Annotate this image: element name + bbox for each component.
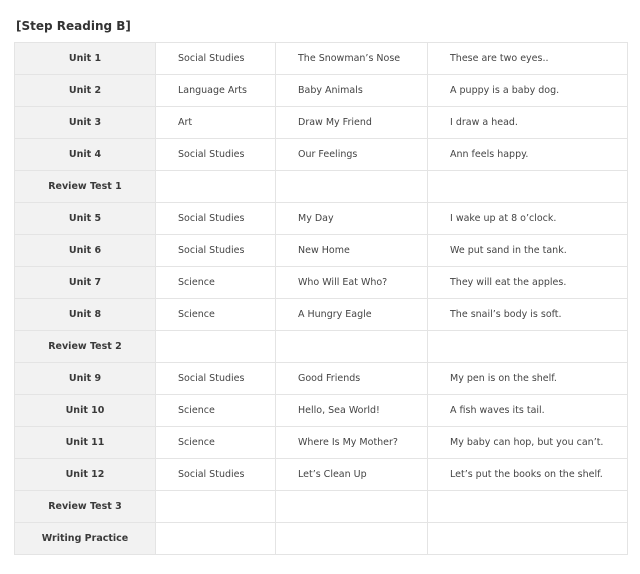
table-row <box>15 459 628 491</box>
table-row <box>15 75 628 107</box>
sentence-cell <box>428 523 628 555</box>
contents-table-body <box>15 43 628 555</box>
subject-cell: Art <box>156 107 276 139</box>
sentence-cell: A fish waves its tail. <box>428 395 628 427</box>
unit-cell: Review Test 2 <box>15 331 156 363</box>
table-row <box>15 203 628 235</box>
unit-cell: Unit 10 <box>15 395 156 427</box>
sentence-cell: My pen is on the shelf. <box>428 363 628 395</box>
page-heading: [Step Reading B] <box>16 19 131 33</box>
sentence-cell: We put sand in the tank. <box>428 235 628 267</box>
contents-table <box>14 42 628 555</box>
unit-cell: Review Test 1 <box>15 171 156 203</box>
unit-cell: Unit 5 <box>15 203 156 235</box>
table-row <box>15 523 628 555</box>
sentence-cell <box>428 331 628 363</box>
title-cell <box>276 331 428 363</box>
subject-cell: Science <box>156 267 276 299</box>
title-cell <box>276 491 428 523</box>
table-row <box>15 491 628 523</box>
title-cell <box>276 523 428 555</box>
title-cell: Let’s Clean Up <box>276 459 428 491</box>
table-row <box>15 139 628 171</box>
subject-cell: Social Studies <box>156 139 276 171</box>
table-row <box>15 235 628 267</box>
title-cell: Where Is My Mother? <box>276 427 428 459</box>
table-row <box>15 331 628 363</box>
sentence-cell: They will eat the apples. <box>428 267 628 299</box>
subject-cell: Social Studies <box>156 459 276 491</box>
subject-cell <box>156 171 276 203</box>
title-cell <box>276 171 428 203</box>
table-row <box>15 267 628 299</box>
subject-cell: Social Studies <box>156 203 276 235</box>
subject-cell: Social Studies <box>156 235 276 267</box>
title-cell: My Day <box>276 203 428 235</box>
subject-cell: Language Arts <box>156 75 276 107</box>
unit-cell: Review Test 3 <box>15 491 156 523</box>
sentence-cell <box>428 171 628 203</box>
table-row <box>15 171 628 203</box>
sentence-cell <box>428 491 628 523</box>
unit-cell: Unit 4 <box>15 139 156 171</box>
sentence-cell: I draw a head. <box>428 107 628 139</box>
title-cell: New Home <box>276 235 428 267</box>
unit-cell: Unit 7 <box>15 267 156 299</box>
subject-cell: Science <box>156 427 276 459</box>
unit-cell: Writing Practice <box>15 523 156 555</box>
title-cell: Draw My Friend <box>276 107 428 139</box>
subject-cell: Social Studies <box>156 43 276 75</box>
table-row <box>15 395 628 427</box>
sentence-cell: I wake up at 8 o’clock. <box>428 203 628 235</box>
title-cell: A Hungry Eagle <box>276 299 428 331</box>
table-row <box>15 107 628 139</box>
table-row <box>15 363 628 395</box>
subject-cell: Science <box>156 395 276 427</box>
table-row <box>15 427 628 459</box>
sentence-cell: Ann feels happy. <box>428 139 628 171</box>
sentence-cell: The snail’s body is soft. <box>428 299 628 331</box>
unit-cell: Unit 9 <box>15 363 156 395</box>
unit-cell: Unit 1 <box>15 43 156 75</box>
title-cell: Who Will Eat Who? <box>276 267 428 299</box>
sentence-cell: Let’s put the books on the shelf. <box>428 459 628 491</box>
sentence-cell: These are two eyes.. <box>428 43 628 75</box>
subject-cell <box>156 491 276 523</box>
subject-cell: Social Studies <box>156 363 276 395</box>
sentence-cell: My baby can hop, but you can’t. <box>428 427 628 459</box>
table-row <box>15 299 628 331</box>
unit-cell: Unit 11 <box>15 427 156 459</box>
unit-cell: Unit 2 <box>15 75 156 107</box>
subject-cell <box>156 523 276 555</box>
title-cell: Our Feelings <box>276 139 428 171</box>
unit-cell: Unit 6 <box>15 235 156 267</box>
unit-cell: Unit 12 <box>15 459 156 491</box>
table-row <box>15 43 628 75</box>
subject-cell: Science <box>156 299 276 331</box>
title-cell: Hello, Sea World! <box>276 395 428 427</box>
subject-cell <box>156 331 276 363</box>
title-cell: Baby Animals <box>276 75 428 107</box>
title-cell: Good Friends <box>276 363 428 395</box>
sentence-cell: A puppy is a baby dog. <box>428 75 628 107</box>
unit-cell: Unit 3 <box>15 107 156 139</box>
unit-cell: Unit 8 <box>15 299 156 331</box>
title-cell: The Snowman’s Nose <box>276 43 428 75</box>
